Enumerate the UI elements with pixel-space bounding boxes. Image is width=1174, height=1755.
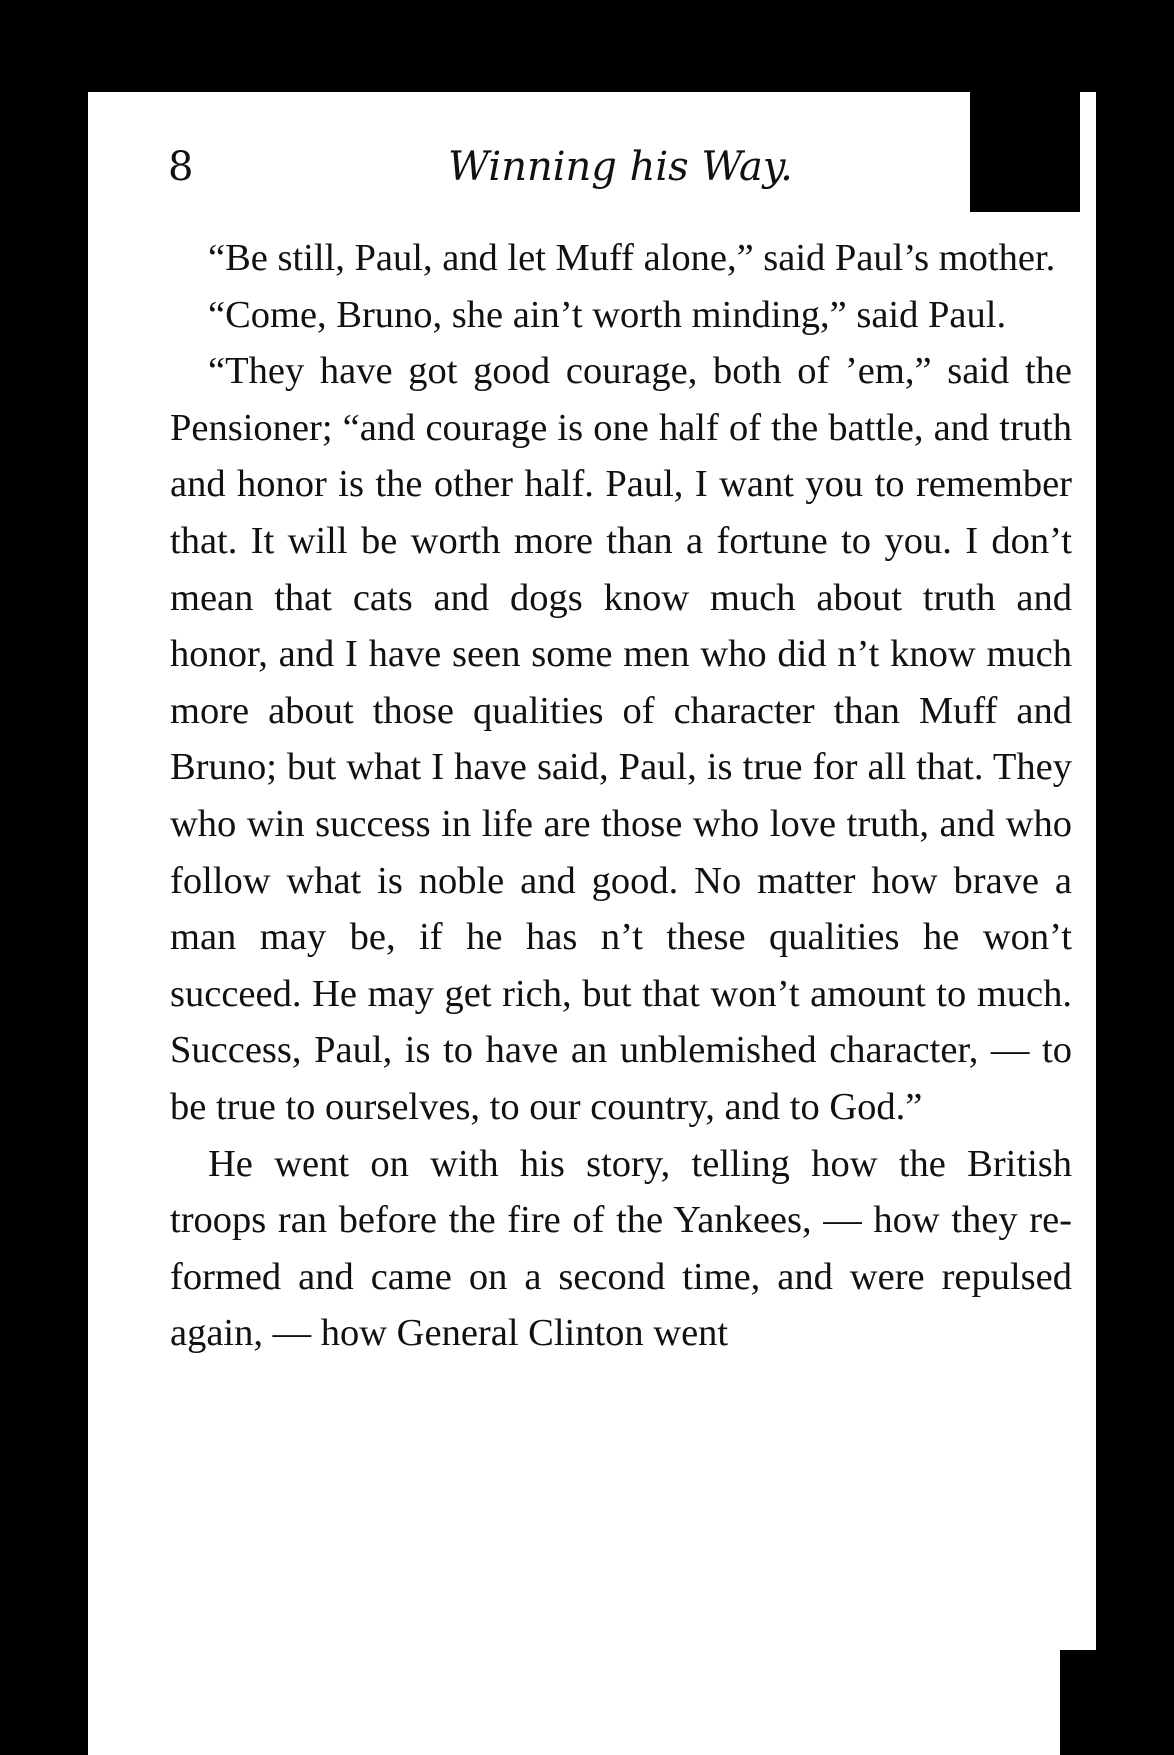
paragraph: He went on with his story, telling how the British troops ran before the fire of the Yankees, — how they re-formed and came on a second time, and were repulsed again, — how General Clinton went [170,1142,1072,1355]
margin-blot [1060,1650,1120,1755]
margin-blot [1122,370,1174,450]
margin-blot [1124,900,1174,970]
body-text [170,230,1072,1362]
paragraph: “Come, Bruno, she ain’t worth minding,” said Paul. [208,293,1007,336]
margin-blot [1126,1270,1174,1350]
running-title: Winning his Way. [448,144,793,190]
page-header [0,142,1174,202]
margin-blot [1124,1590,1174,1755]
page-number: 8 [168,144,194,190]
paragraph: “Be still, Paul, and let Muff alone,” said Paul’s mother. [208,237,1056,279]
paragraph: “They have got good courage, both of ’em,” said the Pensioner; “and courage is one half of the battle, and truth and honor is the other half. Paul, I want you to remember that. It will be worth more than a fortune to you. I don’t mean that cats and dogs know much about truth and honor, and I have seen some men who did n’t know much more about those qualities of character than Muff and Bruno; but what I have said, Paul, is true for all that. They who win success in life are those who love truth, and who follow what is noble and good. No matter how brave a man may be, if he has n’t these qualities he won’t succeed. He may get rich, but that won’t amount to much. Success, Paul, is to have an unblemished character, — to be true to ourselves, to our country, and to God.” [170,350,1072,1128]
